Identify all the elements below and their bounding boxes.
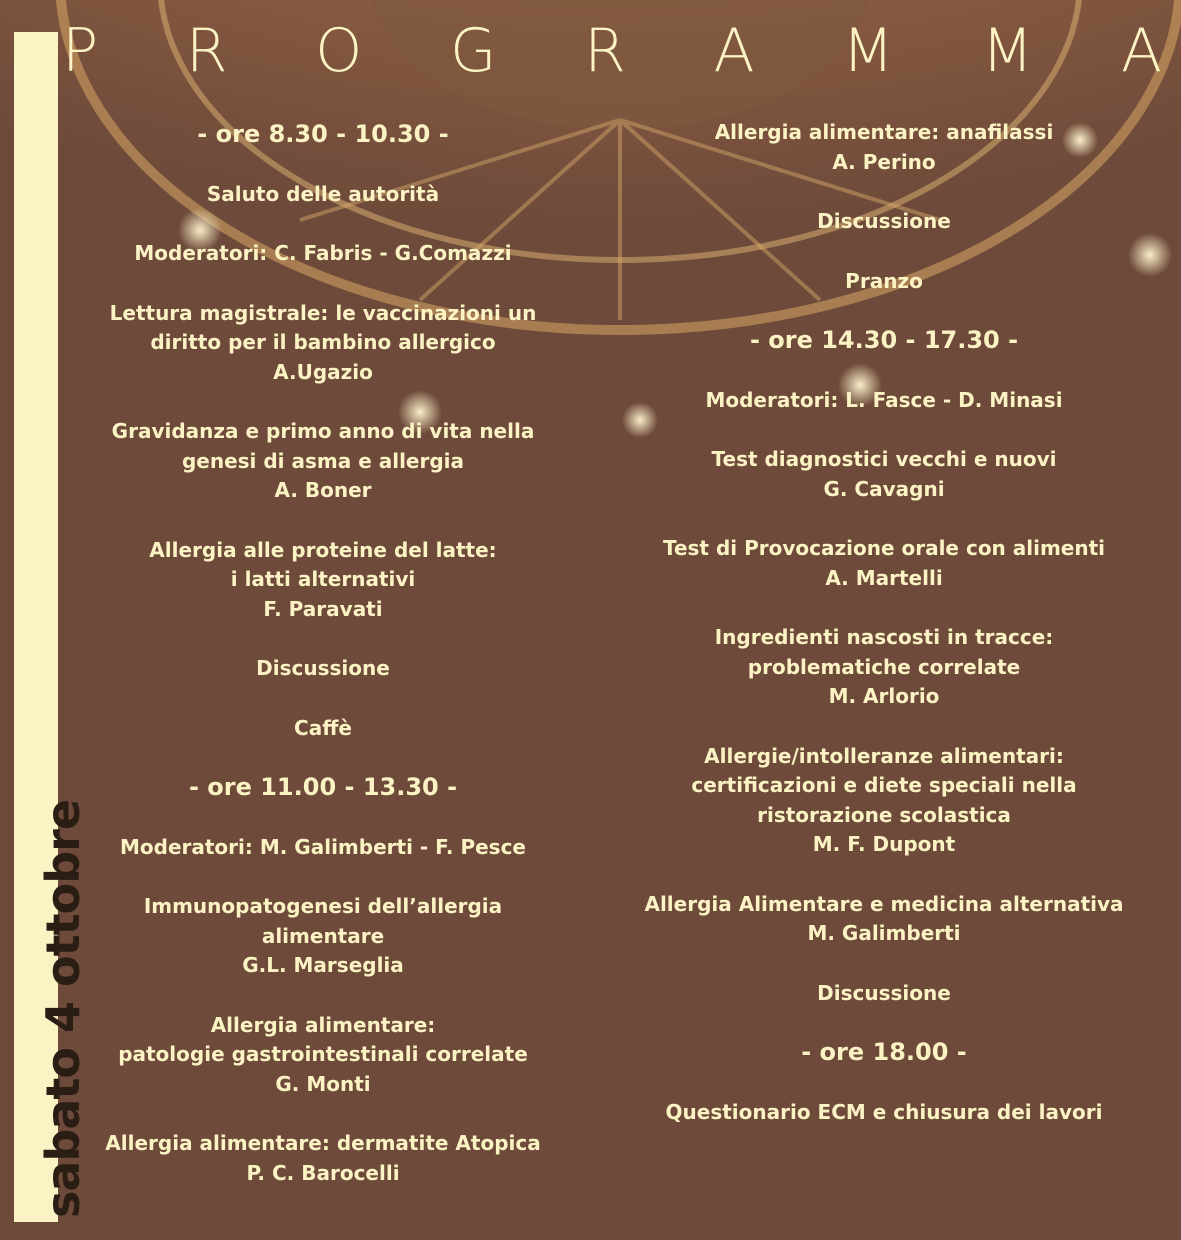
title-letter: R bbox=[584, 16, 626, 86]
program-item: Questionario ECM e chiusura dei lavori bbox=[665, 1099, 1103, 1124]
program-item: Allergia alle proteine del latte: i latti alternativi F. Paravati bbox=[149, 537, 497, 621]
program-item: Allergia Alimentare e medicina alternativa M. Galimberti bbox=[644, 891, 1124, 945]
title-letter: M bbox=[981, 16, 1034, 86]
title-letter: P bbox=[62, 16, 99, 86]
moderators: Moderatori: L. Fasce - D. Minasi bbox=[705, 387, 1063, 412]
program-item: Saluto delle autorità bbox=[206, 181, 440, 206]
morning-program bbox=[78, 120, 568, 1218]
title-letter: M bbox=[842, 16, 894, 86]
program-item: Caffè bbox=[294, 715, 352, 740]
program-item: Allergia alimentare: patologie gastrointestinali correlate G. Monti bbox=[118, 1012, 528, 1096]
title-letter: R bbox=[185, 16, 228, 86]
session-time: - ore 11.00 - 13.30 - bbox=[188, 773, 458, 801]
date-label: sabato 4 ottobre bbox=[36, 799, 90, 1218]
program-item: Discussione bbox=[256, 656, 390, 680]
program-item: Allergia alimentare: dermatite Atopica P. C. Barocelli bbox=[105, 1131, 541, 1185]
program-item: Discussione bbox=[817, 980, 951, 1005]
program-item: Gravidanza e primo anno di vita nella genesi di asma e allergia A. Boner bbox=[111, 419, 535, 502]
title-letter: A bbox=[1120, 16, 1162, 86]
program-item: Test di Provocazione orale con alimenti A. Martelli bbox=[662, 536, 1106, 590]
program-item: Discussione bbox=[817, 209, 951, 233]
moderators: Moderatori: M. Galimberti - F. Pesce bbox=[119, 834, 526, 859]
program-item: Pranzo bbox=[845, 268, 923, 293]
title-letter: O bbox=[315, 16, 363, 86]
program-item: Allergia alimentare: anafilassi A. Perino bbox=[714, 120, 1054, 174]
moderators: Moderatori: C. Fabris - G.Comazzi bbox=[134, 241, 512, 265]
program-item: Allergie/intolleranze alimentari: certificazioni e diete speciali nella ristorazione scolastica M. F. Dupont bbox=[691, 743, 1077, 856]
session-time: - ore 18.00 - bbox=[801, 1038, 967, 1066]
program-item: Test diagnostici vecchi e nuovi G. Cavagni bbox=[711, 447, 1057, 501]
program-item: Lettura magistrale: le vaccinazioni un diritto per il bambino allergico A.Ugazio bbox=[109, 300, 537, 384]
afternoon-program bbox=[612, 118, 1156, 1157]
page-title bbox=[62, 16, 1162, 86]
session-time: - ore 8.30 - 10.30 - bbox=[197, 120, 449, 148]
program-item: Ingredienti nascosti in tracce: problematiche correlate M. Arlorio bbox=[714, 625, 1054, 708]
title-letter: A bbox=[713, 16, 755, 86]
session-time: - ore 14.30 - 17.30 - bbox=[749, 326, 1019, 354]
title-letter: G bbox=[450, 16, 497, 86]
program-item: Immunopatogenesi dell’allergia alimentare G.L. Marseglia bbox=[143, 894, 503, 977]
